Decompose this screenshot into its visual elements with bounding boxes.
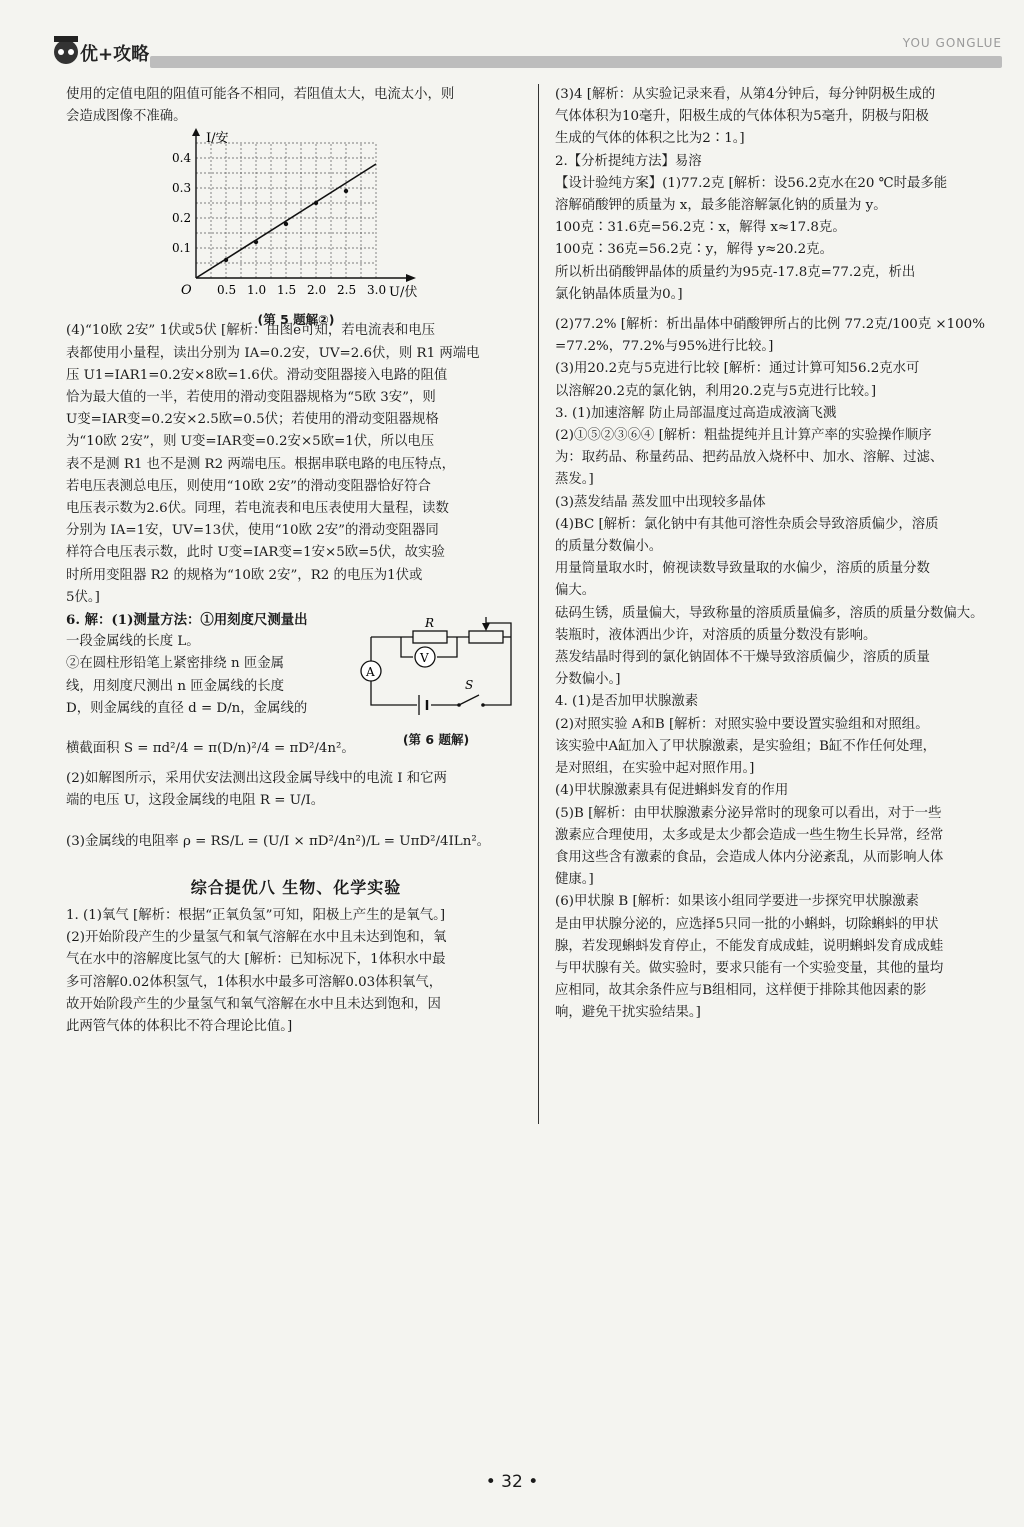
text-line: 100克∶36克=56.2克∶y，解得 y≈20.2克。 [555, 242, 833, 258]
text-line: 氯化钠晶体质量为0。] [555, 286, 683, 302]
x-ticks [217, 283, 386, 297]
text-line: 分别为 IA=1安，UV=13伏，使用“10欧 2安”的滑动变阻器同 [66, 523, 439, 539]
right-column [555, 84, 1010, 1025]
text-line: 3. (1)加速溶解 防止局部温度过高造成液滴飞溅 [555, 405, 837, 421]
fig5-chart [66, 128, 526, 327]
text-line: 【设计验纯方案】(1)77.2克 [解析：设56.2克水在20 ℃时最多能 [555, 175, 948, 191]
text-line: 4. (1)是否加甲状腺激素 [555, 694, 699, 710]
text-line: 故开始阶段产生的少量氢气和氧气溶解在水中且未达到饱和，因 [66, 996, 441, 1012]
text-line: 响，避免干扰实验结果。] [555, 1005, 701, 1021]
text-line: 6. 解：(1)测量方法：①用刻度尺测量出 [66, 612, 308, 629]
text-line: (2)77.2% [解析：析出晶体中硝酸钾所占的比例 77.2克/100克 ×100% [555, 317, 985, 333]
text-line: 1. (1)氧气 [解析：根据“正氧负氢”可知，阳极上产生的是氧气。] [66, 908, 446, 924]
text-line: (4)BC [解析：氯化钠中有其他可溶性杂质会导致溶质偏少，溶质 [555, 516, 939, 532]
text-line: 蒸发结晶时得到的氯化钠固体不干燥导致溶质偏少，溶质的质量 [555, 650, 930, 666]
text-line: 溶解硝酸钾的质量为 x，最多能溶解氯化钠的质量为 y。 [555, 198, 887, 214]
chem-q3 [555, 403, 1010, 692]
a-label: A [366, 665, 375, 680]
data-point [254, 240, 258, 244]
text-line: 腺，若发现蝌蚪发育停止，不能发育成成蛙，说明蝌蚪发育成成蛙 [555, 938, 944, 954]
text-line: 表不是测 R1 也不是测 R2 两端电压。根据串联电路的电压特点， [66, 456, 455, 472]
text-line: 端的电压 U，这段金属线的电阻 R = U/I。 [66, 793, 325, 809]
text-line: 100克∶31.6克=56.2克∶x，解得 x≈17.8克。 [555, 220, 846, 236]
text-line: 偏大。 [555, 583, 596, 599]
text-line: 的质量分数偏小。 [555, 539, 663, 555]
intro-line: 会造成图像不准确。 [66, 109, 187, 125]
text-line: (3)4 [解析：从实验记录来看，从第4分钟后，每分钟阴极生成的 [555, 87, 936, 102]
text-line: ②在圆柱形铅笔上紧密排绕 n 匝金属 [66, 656, 284, 672]
x-tick-label: 0.5 [217, 283, 237, 298]
data-point [284, 222, 288, 226]
text-line: 气体体积为10毫升，阳极生成的气体体积为5毫升，阴极与阳极 [555, 109, 929, 125]
text-line: 是对照组，在实验中起对照作用。] [555, 761, 755, 777]
header-bar [150, 56, 1002, 68]
fig6-circuit [351, 609, 521, 751]
brand-english: YOU GONGLUE [902, 36, 1002, 50]
data-point [344, 189, 348, 193]
intro-line: 使用的定值电阻的阻值可能各不相同，若阻值太大，电流太小，则 [66, 87, 455, 102]
origin-label: O [181, 283, 192, 299]
text-line: 装瓶时，液体洒出少许，对溶质的质量分数没有影响。 [555, 627, 877, 643]
x-axis-label: U/伏 [389, 285, 418, 301]
y-tick-label: 0.4 [172, 151, 192, 166]
text-line: 为“10欧 2安”，则 U变=IAR变=0.2安×5欧=1伏，所以电压 [66, 434, 435, 450]
x-tick-label: 2.0 [307, 283, 327, 298]
brand-logo: 优+攻略 [80, 44, 150, 65]
text-line: U变=IAR变=0.2安×2.5欧=0.5伏；若使用的滑动变阻器规格 [66, 412, 439, 428]
text-line: 一段金属线的长度 L。 [66, 634, 200, 650]
text-line: 多可溶解0.02体积氢气，1体积水中最多可溶解0.03体积氧气， [66, 974, 443, 990]
q6 [66, 609, 526, 853]
text-line: 横截面积 S = πd²/4 = π(D/n)²/4 = πD²/4n²。 [66, 741, 355, 757]
text-line: (4)“10欧 2安” 1伏或5伏 [解析：由图e可知，若电流表和电压 [66, 323, 435, 339]
text-line: 是由甲状腺分泌的，应选择5只同一批的小蝌蚪，切除蝌蚪的甲状 [555, 916, 939, 932]
fig6-caption: (第 6 题解) [402, 732, 470, 748]
s-label: S [465, 678, 474, 693]
y-axis-label: I/安 [206, 131, 229, 147]
text-line: (3)用20.2克与5克进行比较 [解析：通过计算可知56.2克水可 [555, 361, 920, 377]
text-line: 气在水中的溶解度比氢气的大 [解析：已知标况下，1体积水中最 [66, 952, 446, 968]
text-line: 生成的气体的体积之比为2∶1。] [555, 131, 745, 147]
chart-grid [196, 143, 376, 278]
data-point [314, 201, 318, 205]
page-header [0, 0, 1024, 78]
text-line: 激素应合理使用，太多或是太少都会造成一些生物生长异常，经常 [555, 827, 944, 843]
circuit-diagram [351, 609, 521, 721]
text-line: (2)①⑤②③⑥④ [解析：粗盐提纯并且计算产率的实验操作顺序 [555, 428, 932, 444]
text-line: 2.【分析提纯方法】易溶 [555, 153, 702, 169]
x-tick-label: 1.5 [277, 283, 297, 298]
text-line: 食用这些含有激素的食品，会造成人体内分泌紊乱，从而影响人体 [555, 849, 944, 865]
text-line: 为：取药品、称量药品、把药品放入烧杯中、加水、溶解、过滤、 [555, 450, 944, 466]
page-number: • 32 • [485, 1472, 539, 1492]
x-tick-label: 1.0 [247, 283, 267, 298]
text-line: 应相同，故其余条件应与B组相同，这样便于排除其他因素的影 [555, 983, 927, 999]
r-label: R [425, 616, 435, 631]
text-line: 分数偏小。] [555, 672, 621, 688]
text-line: (2)如解图所示，采用伏安法测出这段金属导线中的电流 I 和它两 [66, 771, 447, 787]
v-label: V [420, 651, 429, 666]
text-line: 恰为最大值的一半，若使用的滑动变阻器规格为“5欧 3安”，则 [66, 390, 436, 406]
rheostat [469, 631, 503, 643]
text-line: 砝码生锈，质量偏大，导致称量的溶质质量偏多，溶质的质量分数偏大。 [555, 605, 984, 621]
text-line: 压 U1=IAR1=0.2安×8欧=1.6伏。滑动变阻器接入电路的阻值 [66, 367, 448, 383]
text-line: 样符合电压表示数，此时 U变=IAR变=1安×5欧=5伏，故实验 [66, 545, 445, 561]
text-line: =77.2%，77.2%与95%进行比较。] [555, 339, 774, 355]
text-line: 电压表示数为2.6伏。同理，若电流表和电压表使用大量程，读数 [66, 501, 449, 517]
resistor-r [413, 631, 447, 643]
x-tick-label: 2.5 [337, 283, 357, 298]
text-line: (3)蒸发结晶 蒸发皿中出现较多晶体 [555, 494, 766, 510]
text-line: (2)开始阶段产生的少量氢气和氧气溶解在水中且未达到饱和，氧 [66, 930, 447, 946]
fig5-caption: (第 5 题解②) [257, 311, 335, 327]
data-points [224, 189, 348, 262]
text-line: 此两管气体的体积比不符合理论比值。] [66, 1019, 293, 1035]
text-line: 该实验中A缸加入了甲状腺激素，是实验组；B缸不作任何处理， [555, 738, 937, 754]
y-tick-label: 0.3 [172, 181, 192, 196]
bio-q4 [555, 691, 1010, 1024]
bio-q1 [66, 905, 526, 1038]
text-line: 以溶解20.2克的氯化钠，利用20.2克与5克进行比较。] [555, 383, 877, 399]
text-line: 若电压表测总电压，则使用“10欧 2安”的滑动变阻器恰好符合 [66, 478, 431, 494]
y-ticks [172, 151, 191, 255]
text-line: (3)金属线的电阻率 ρ = RS/L = (U/I × πD²/4n²)/L = UπD²/4ILn²。 [66, 833, 491, 849]
text-line: 蒸发。] [555, 472, 594, 488]
y-tick-label: 0.1 [172, 241, 192, 256]
left-column [66, 84, 526, 1038]
column-divider [538, 84, 539, 1124]
text-line: (6)甲状腺 B [解析：如果该小组同学要进一步探究甲状腺激素 [555, 894, 919, 910]
text-line: 与甲状腺有关。做实验时，要求只能有一个实验变量，其他的量均 [555, 960, 944, 976]
text-line: 时所用变阻器 R2 的规格为“10欧 2安”，R2 的电压为1伏或 [66, 567, 423, 583]
text-line: 用量筒量取水时，俯视读数导致量取的水偏少，溶质的质量分数 [555, 561, 930, 577]
text-line: (4)甲状腺激素具有促进蝌蚪发育的作用 [555, 783, 789, 799]
text-line: 表都使用小量程，读出分别为 IA=0.2安，UV=2.6伏，则 R1 两端电 [66, 345, 480, 361]
chem-q2 [555, 151, 1010, 403]
text-line: 线，用刻度尺测出 n 匝金属线的长度 [66, 678, 284, 694]
q1-part3 [555, 84, 1010, 151]
text-line: (5)B [解析：由甲状腺激素分泌异常时的现象可以看出，对于一些 [555, 805, 942, 821]
text-line: 5伏。] [66, 589, 100, 605]
text-line: D，则金属线的直径 d = D/n，金属线的 [66, 700, 308, 716]
data-point [224, 258, 228, 262]
x-arrow [406, 274, 416, 282]
iv-chart [66, 128, 526, 300]
text-line: 健康。] [555, 872, 594, 888]
x-tick-label: 3.0 [367, 283, 387, 298]
text-line: 所以析出硝酸钾晶体的质量约为95克-17.8克=77.2克，析出 [555, 264, 916, 280]
y-tick-label: 0.2 [172, 211, 192, 226]
q5-part4 [66, 320, 526, 609]
section-title: 综合提优八 生物、化学实验 [190, 877, 402, 897]
text-line: (2)对照实验 A和B [解析：对照实验中要设置实验组和对照组。 [555, 716, 929, 732]
y-arrow [192, 128, 200, 136]
